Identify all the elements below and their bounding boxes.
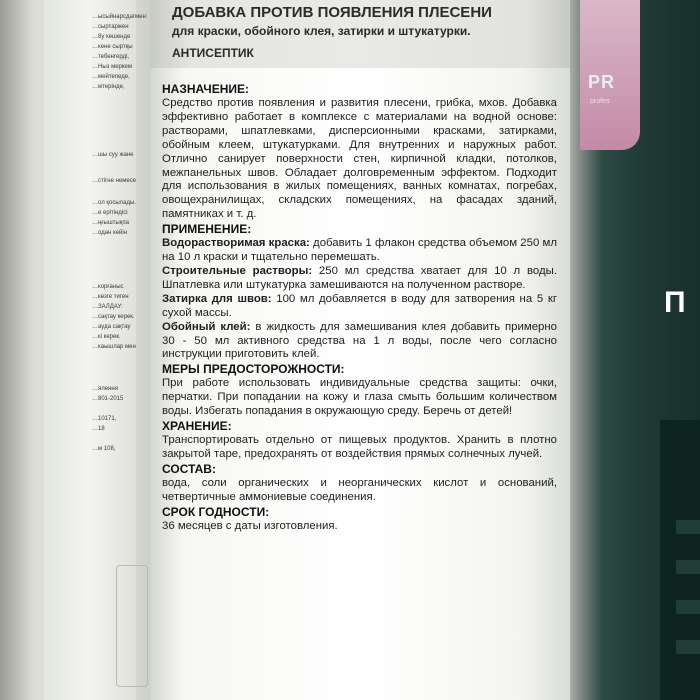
storage-heading: ХРАНЕНИЕ: [162, 419, 232, 434]
composition-text: вода, соли органических и неорганических кислот и оснований, четвертичные аммониевые соединения. [162, 476, 557, 503]
shelf-life-heading: СРОК ГОДНОСТИ: [162, 504, 270, 519]
label-content [162, 82, 557, 534]
composition-heading: СОСТАВ: [162, 461, 216, 476]
left-bottle-frame [116, 565, 148, 687]
purpose-text: Средство против появления и развития плесени, грибка, мхов. Добавка эффективно работает в комплексе с материалами на водной основе: растворами, шпатлевками, дисперсионными красками, затирками, обойным клеем, штукатурками. Для внутренних и наружных работ. Отлично санирует поверхности стен, кирпичной кладки, потолков, межпанельных швов. Обладает долговременным эффектом. Подходит для использования в жилых помещениях, ванных комнатах, погребах, овощехранилищах, складских помещениях, на фасадах зданий, памятниках и т. д. [162, 97, 557, 221]
product-title: ДОБАВКА ПРОТИВ ПОЯВЛЕНИЯ ПЛЕСЕНИ [172, 4, 492, 21]
application-term: Строительные растворы: [162, 264, 313, 277]
application-text: 250 мл средства хватает для 10 л воды. Шпатлевка или штукатурка замешиваются на полученном растворе. [162, 264, 557, 291]
right-bottle-brand-sub: profes [590, 98, 610, 105]
right-bottle-brand: PR [588, 72, 616, 92]
left-bottle-text-top: …ысыйнарсдагмен: …сыртаржен …8у кешенде …кене сыртқы …тебенгерді, …Ныз меркем …мейтепеде, …мтерінде, [92, 14, 148, 90]
left-bottle-text-mid-3: …ол қосылады. …е ерітіндісі …ңғыштықпа …одан кейін [92, 200, 136, 236]
left-bottle-text-mid-1: …шы суу жане [92, 152, 134, 158]
shelf-life-text: 36 месяцев с даты изготовления. [162, 519, 338, 532]
right-bottle-tile [676, 640, 700, 654]
storage-text: Транспортировать отдельно от пищевых продуктов. Хранить в плотно закрытой таре, предохранять от воздействия прямых солнечных лучей. [162, 434, 557, 460]
application-item [162, 321, 557, 363]
application-item [162, 265, 557, 293]
right-bottle-tile [676, 600, 700, 614]
right-bottle-big-letter: П [664, 286, 686, 319]
application-text: в жидкость для замешивания клея добавить примерно 30 - 50 мл активного средства на 1 л воды, после чего согласно инструкции приготовить клей. [162, 320, 558, 361]
application-item [162, 237, 557, 265]
left-bottle-text-mid-4: …корғаныс …көзге тиген …ЗАЛДАУ: …сақтау керек. …ауда сақтау …кі керек. …каышлар мен [92, 284, 136, 350]
precautions-heading: МЕРЫ ПРЕДОСТОРОЖНОСТИ: [162, 362, 345, 377]
product-subtitle: для краски, обойного клея, затирки и штукатурки. [172, 24, 471, 38]
application-term: Затирка для швов: [162, 292, 272, 305]
application-text: добавить 1 флакон средства объемом 250 мл на 10 л краски и тщательно перемешать. [162, 237, 557, 264]
right-bottle-tile [676, 520, 700, 534]
precautions-text: При работе использовать индивидуальные средства защиты: очки, перчатки. При попадании на кожу и глаза смыть большим количеством воды. Избегать попадания в окружающую среду. Беречь от детей! [162, 377, 557, 418]
application-item [162, 293, 557, 321]
right-bottle-tile [676, 560, 700, 574]
application-heading: ПРИМЕНЕНИЕ: [162, 222, 252, 237]
product-type: АНТИСЕПТИК [172, 46, 254, 60]
application-term: Водорастворимая краска: [162, 237, 310, 250]
application-term: Обойный клей: [162, 320, 251, 333]
left-bottle-text-mid-2: …стігне немесе [92, 178, 137, 184]
purpose-heading: НАЗНАЧЕНИЕ: [162, 82, 249, 96]
left-bottle-text-bottom: …ялення …801-2015 …10171, …18 …м 108, [92, 386, 124, 452]
application-text: 100 мл добавляется в воду для затворения на 5 кг сухой массы. [162, 292, 557, 319]
